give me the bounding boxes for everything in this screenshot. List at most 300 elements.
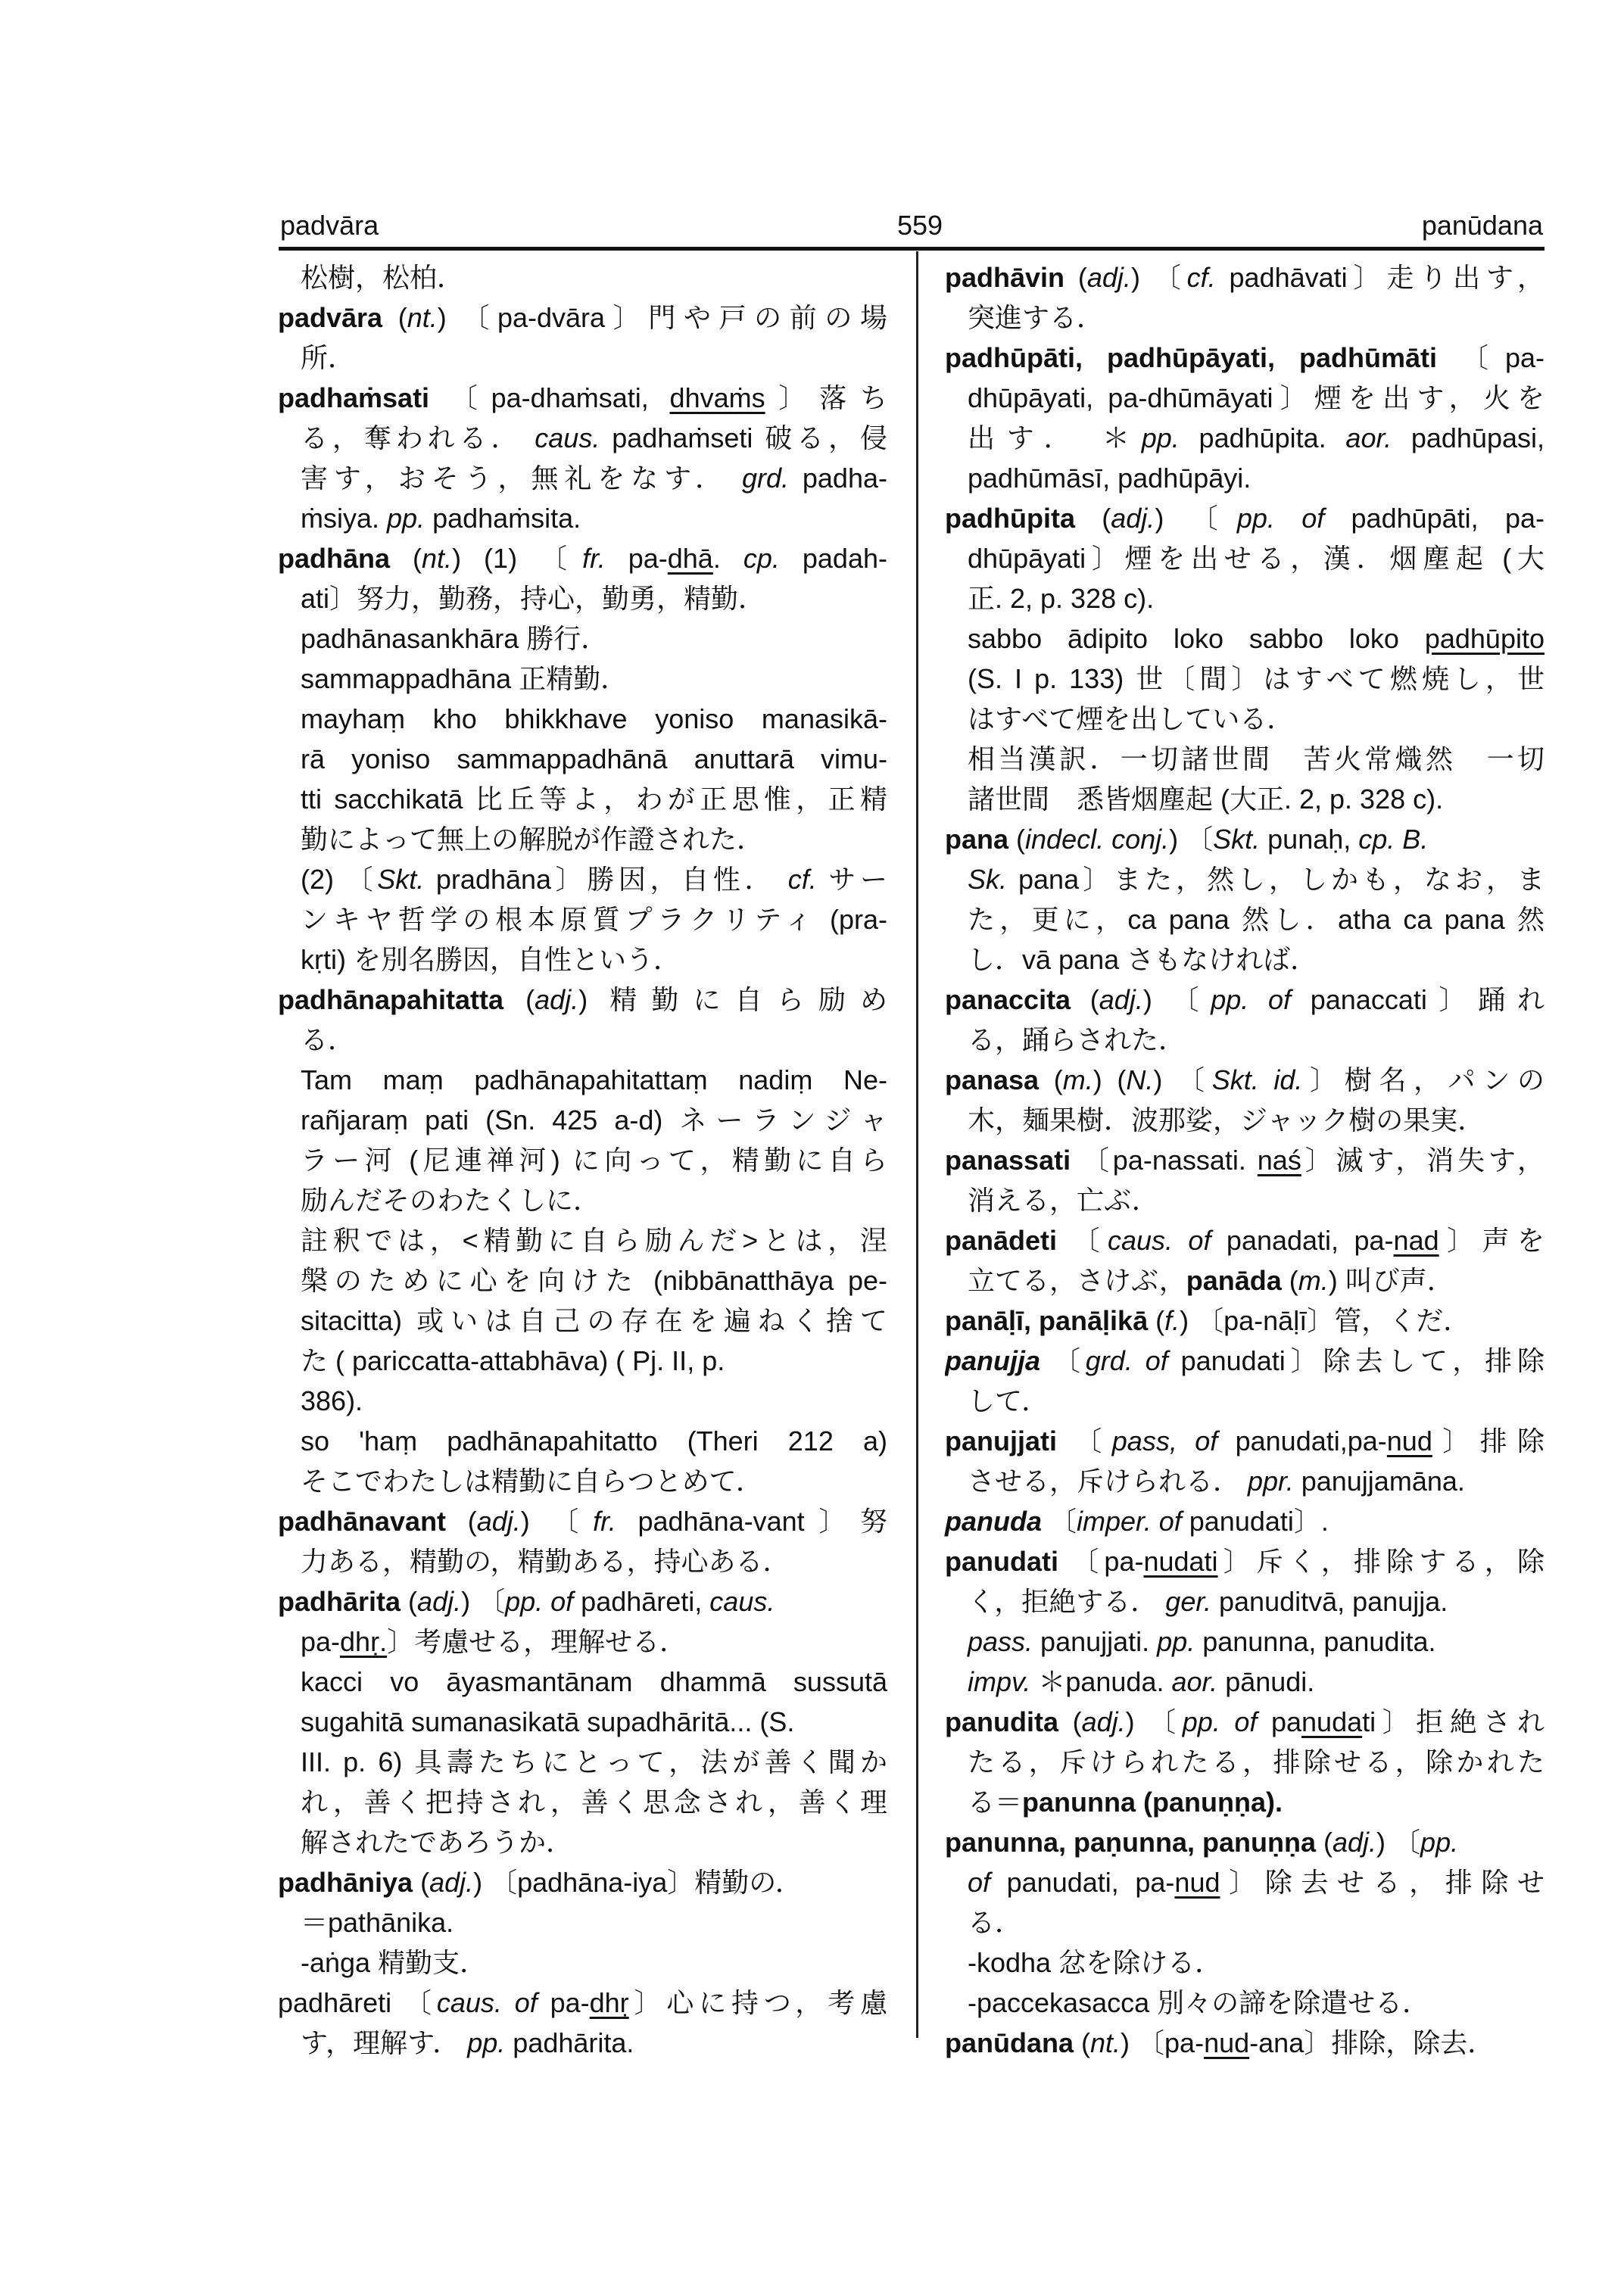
entry-continuation-line — [301, 1220, 887, 1260]
entry-continuation-line — [968, 298, 1545, 338]
entry-text: 〕排除 — [1432, 1425, 1545, 1456]
entry-text: た ( pariccatta-attabhāva) ( Pj. II, p. — [301, 1345, 725, 1376]
grammar-abbrev: Skt. id. — [1211, 1064, 1303, 1095]
entry-continuation-line — [968, 1180, 1545, 1220]
entry-head-line — [945, 1501, 1545, 1541]
entry-text: -kodha 忿を除ける． — [968, 1947, 1223, 1978]
entry-continuation-line — [301, 779, 887, 819]
entry-text: pa- — [605, 543, 668, 574]
entry-text: ) 〔 — [1376, 1827, 1421, 1858]
entry-continuation-line — [301, 2023, 887, 2063]
entry-head-line — [945, 498, 1545, 538]
entry-head-line — [945, 2023, 1545, 2063]
entry-text: ti〕拒絶され — [1362, 1706, 1545, 1737]
grammar-abbrev: adj. — [417, 1586, 462, 1617]
grammar-abbrev: cf. — [1186, 262, 1216, 293]
entry-text: panunna, panudita. — [1195, 1626, 1436, 1657]
entry-text: padhānasankhāra 勝行． — [301, 623, 609, 654]
entry-continuation-line — [968, 1260, 1545, 1301]
entry-text: dhūpāyati〕煙を出せる，漢．烟塵起 (大 — [968, 543, 1545, 574]
entry-continuation-line — [301, 578, 887, 618]
headword: padhāna — [278, 543, 391, 574]
entry-continuation-line — [301, 939, 887, 980]
entry-text: padhāvati〕走り出す， — [1215, 262, 1545, 293]
grammar-abbrev: Skt. — [1213, 824, 1261, 855]
entry-text: ( — [1074, 2027, 1091, 2058]
entry-continuation-line — [301, 1662, 887, 1702]
entry-text: 〔pa-nassati. — [1071, 1145, 1258, 1176]
entry-text: panudati〕. — [1181, 1506, 1329, 1537]
headword: padhūpāti, padhūpāyati, padhūmāti — [945, 342, 1437, 373]
grammar-abbrev: pp. of — [1211, 984, 1292, 1015]
entry-continuation-line — [301, 418, 887, 458]
entry-continuation-line — [968, 538, 1545, 578]
entry-continuation-line — [301, 1742, 887, 1782]
grammar-abbrev: grd. of — [1085, 1345, 1168, 1376]
entry-text: padah- — [779, 543, 887, 574]
entry-text: pana〕また，然し，しかも，なお，ま — [1007, 864, 1545, 895]
entry-text: ) 〔 — [1169, 824, 1214, 855]
entry-head-line — [945, 338, 1545, 378]
entry-text: Tam maṃ padhānapahitattaṃ nadiṃ Ne- — [301, 1064, 887, 1095]
grammar-abbrev: ppr. — [1248, 1466, 1294, 1497]
entry-text: 力ある，精勤の，精勤ある，持心ある． — [301, 1546, 790, 1577]
grammar-abbrev: m. — [1062, 1064, 1093, 1095]
running-head-last-entry: panūdana — [1421, 210, 1543, 241]
entry-text: ) 〔 — [1125, 1706, 1183, 1737]
headword: panunna (panuṇṇa). — [1022, 1787, 1283, 1818]
entry-continuation-line — [968, 1782, 1545, 1822]
entry-text: ( — [390, 543, 422, 574]
grammar-abbrev: caus. — [709, 1586, 775, 1617]
entry-text: 〕考慮せる，理解せる． — [387, 1626, 687, 1657]
entry-text: pa- — [301, 1626, 341, 1657]
entry-continuation-line — [968, 578, 1545, 618]
entry-continuation-line — [968, 1381, 1545, 1421]
grammar-abbrev: adj. — [1333, 1827, 1377, 1858]
entry-continuation-line — [301, 1622, 887, 1662]
entry-continuation-line — [968, 1020, 1545, 1060]
entry-text: padhāreti, — [573, 1586, 710, 1617]
column-divider — [916, 251, 918, 2038]
entry-head-line — [278, 1501, 887, 1541]
underlined-root: nud — [1386, 1425, 1432, 1456]
entry-continuation-line — [301, 819, 887, 859]
entry-text: 出す． ＊ — [968, 422, 1142, 453]
entry-text: 〕声を — [1439, 1225, 1545, 1256]
headword: padhāniya — [278, 1867, 413, 1898]
entry-continuation-line — [301, 1140, 887, 1180]
headword: padhānapahitatta — [278, 984, 504, 1015]
entry-continuation-line — [301, 1702, 887, 1742]
entry-text: る． — [301, 1024, 356, 1055]
grammar-abbrev: impv. — [968, 1666, 1031, 1697]
entry-text: padhūmāsī, padhūpāyi. — [968, 463, 1252, 494]
entry-text: 註釈では，<精勤に自ら励んだ>とは，涅 — [301, 1225, 887, 1256]
entry-continuation-line — [301, 739, 887, 779]
entry-text: 松樹，松柏． — [301, 262, 465, 293]
headword: panasa — [945, 1064, 1040, 1095]
header-rule — [279, 247, 1545, 251]
entry-continuation-line — [968, 1983, 1545, 2023]
headword: panudati — [945, 1546, 1058, 1577]
headword: panāda — [1186, 1265, 1282, 1296]
underlined-root: nud — [1204, 2027, 1250, 2058]
grammar-abbrev: nt. — [1090, 2027, 1121, 2058]
grammar-abbrev: adj. — [429, 1867, 474, 1898]
headword: panujjati — [945, 1425, 1058, 1456]
entry-head-line — [278, 980, 887, 1020]
entry-continuation-line — [301, 498, 887, 538]
entry-continuation-line — [968, 779, 1545, 819]
entry-text: そこでわたしは精勤に自らつとめて． — [301, 1466, 763, 1497]
entry-text: 〕除去せる，排除せ — [1220, 1867, 1545, 1898]
underlined-root: padhūpito — [1424, 623, 1545, 654]
entry-head-line — [945, 1140, 1545, 1180]
headword: panūdana — [945, 2027, 1074, 2058]
entry-text: 相当漢訳．一切諸世間 苦火常熾然 一切 — [968, 743, 1545, 774]
entry-continuation-line — [301, 1180, 887, 1220]
entry-text: ＊panuda. — [1030, 1666, 1172, 1697]
entry-continuation-line — [301, 1541, 887, 1581]
entry-text: ati〕努力，勤務，持心，勤勇，精勤． — [301, 583, 766, 614]
grammar-abbrev: pp. — [387, 503, 425, 534]
underlined-root: nud — [1174, 1867, 1220, 1898]
entry-text: 〕心に持つ，考慮 — [628, 1987, 887, 2018]
entry-text: ( — [503, 984, 535, 1015]
entry-text: ) 〔 — [1155, 503, 1237, 534]
entry-text: る＝ — [968, 1787, 1023, 1818]
grammar-abbrev: fr. — [582, 543, 606, 574]
entry-text: 〕滅す，消失す， — [1301, 1145, 1545, 1176]
headword-italic: panujja — [945, 1345, 1041, 1376]
entry-text: rā yoniso sammappadhānā anuttarā vimu- — [301, 743, 887, 774]
entry-text: 正. 2, p. 328 c). — [968, 583, 1155, 614]
entry-continuation-line — [301, 1461, 887, 1501]
grammar-abbrev: pp. — [467, 2027, 506, 2058]
entry-text: 励んだそのわたくしに． — [301, 1185, 601, 1216]
entry-text: padhūpāti, pa- — [1324, 503, 1545, 534]
entry-text: く，拒絶する． — [968, 1586, 1166, 1617]
entry-text: so 'haṃ padhānapahitatto (Theri 212 a) — [301, 1425, 887, 1456]
headword: panāḷī, panāḷikā — [945, 1305, 1149, 1336]
entry-text: サー — [816, 864, 887, 895]
entry-text: padhaṁseti 破る，侵 — [600, 422, 887, 453]
entry-continuation-line — [301, 1381, 887, 1421]
headword: padhūpita — [945, 503, 1075, 534]
grammar-abbrev: grd. — [741, 463, 789, 494]
entry-text: panudati, pa- — [990, 1867, 1175, 1898]
entry-text: padhūpita. — [1179, 422, 1346, 453]
entry-head-line — [945, 1702, 1545, 1742]
underlined-root: naś — [1257, 1145, 1301, 1176]
grammar-abbrev: Skt. — [377, 864, 425, 895]
entry-text: 勤によって無上の解脱が作證された． — [301, 824, 765, 855]
underlined-root: nuda — [1301, 1706, 1363, 1737]
entry-text: panudati,pa- — [1217, 1425, 1387, 1456]
entry-text: kacci vo āyasmantānam dhammā sussutā — [301, 1666, 887, 1697]
entry-text: す，理解す． — [301, 2027, 468, 2058]
entry-text: ) 〔 — [461, 1586, 506, 1617]
entry-text: mayhaṃ kho bhikkhave yoniso manasikā- — [301, 703, 887, 734]
entry-text: tti sacchikatā 比丘等よ，わが正思惟，正精 — [301, 784, 887, 815]
headword: pana — [945, 824, 1009, 855]
entry-text: ) 〔pa- — [1121, 2027, 1205, 2058]
entry-head-line — [945, 1341, 1545, 1381]
entry-continuation-line — [301, 1782, 887, 1822]
entry-continuation-line — [301, 1100, 887, 1140]
entry-text: る，奪われる． — [301, 422, 535, 453]
entry-text: る，踊らされた． — [968, 1024, 1186, 1055]
entry-text: 〕斥く，排除する，除 — [1217, 1546, 1545, 1577]
grammar-abbrev: pp. — [1157, 1626, 1195, 1657]
entry-text: ) 〔 — [520, 1506, 594, 1537]
entry-head-line — [278, 1862, 887, 1902]
entry-head-line — [945, 819, 1545, 859]
entry-continuation-line — [301, 899, 887, 939]
entry-text: ) 〔padhāna-iya〕精勤の． — [473, 1867, 803, 1898]
entry-text: rañjaraṃ pati (Sn. 425 a-d) ネーランジャ — [301, 1104, 887, 1136]
entry-text: kṛti) を別名勝因，自性という． — [301, 944, 681, 975]
headword: panaccita — [945, 984, 1071, 1015]
entry-text: panadati, pa- — [1211, 1225, 1394, 1256]
grammar-abbrev: cf. — [787, 864, 817, 895]
entry-continuation-line — [301, 618, 887, 659]
entry-text: panudati〕除去して，排除 — [1167, 1345, 1545, 1376]
entry-text: ) 〔pa-dvāra〕門や戸の前の場 — [437, 302, 887, 333]
entry-text: ( — [1148, 1305, 1165, 1336]
entry-text: 木，麺果樹．波那娑，ジャック樹の果実． — [968, 1104, 1485, 1136]
entry-continuation-line — [301, 458, 887, 498]
entry-text: pa — [1257, 1706, 1302, 1737]
entry-continuation-line — [968, 1581, 1545, 1622]
entry-continuation-line — [968, 859, 1545, 899]
entry-text: ( — [1281, 1265, 1298, 1296]
grammar-abbrev: pp. — [1141, 422, 1180, 453]
entry-head-line — [278, 1983, 887, 2023]
entry-text: ( — [1316, 1827, 1333, 1858]
entry-text: し．vā pana さもなければ． — [968, 944, 1318, 975]
entry-continuation-line — [301, 1301, 887, 1341]
entry-text: 386). — [301, 1385, 363, 1416]
entry-text: たる，斥けられたる，排除せる，除かれた — [968, 1746, 1545, 1777]
grammar-abbrev: N. — [1126, 1064, 1154, 1095]
underlined-root: dhā — [667, 543, 713, 574]
entry-head-line — [945, 257, 1545, 298]
entry-text: sammappadhāna 正精勤． — [301, 663, 628, 694]
entry-continuation-line — [968, 458, 1545, 498]
entry-text: (S. I p. 133) 世〔間〕はすべて燃焼し，世 — [968, 663, 1545, 694]
entry-continuation-line — [968, 899, 1545, 939]
grammar-abbrev: adj. — [476, 1506, 521, 1537]
entry-text: 〔 — [1057, 1225, 1108, 1256]
grammar-abbrev: pp. — [1420, 1827, 1459, 1858]
entry-text: ( — [1008, 824, 1026, 855]
entry-text: ) (1) 〔 — [452, 543, 583, 574]
entry-text: ラー河 (尼連禅河) に向って，精勤に自ら — [301, 1145, 887, 1176]
entry-text: して． — [968, 1385, 1049, 1416]
entry-text: panaccati〕踊れ — [1291, 984, 1545, 1015]
underlined-root: nudati — [1143, 1546, 1218, 1577]
grammar-abbrev: f. — [1164, 1305, 1180, 1336]
entry-continuation-line — [968, 1662, 1545, 1702]
entry-head-line — [945, 1541, 1545, 1581]
grammar-abbrev: adj. — [1099, 984, 1143, 1015]
grammar-abbrev: pass. — [968, 1626, 1033, 1657]
entry-continuation-line — [968, 618, 1545, 659]
grammar-abbrev: adj. — [1086, 262, 1131, 293]
entry-text: ( — [1039, 1064, 1063, 1095]
entry-text: sitacitta) 或いは自己の存在を遍ねく捨て — [301, 1305, 887, 1336]
entry-text: . — [712, 543, 743, 574]
entry-text: 〔 — [1057, 1425, 1112, 1456]
grammar-abbrev: cp. — [743, 543, 780, 574]
entry-text: 槃のために心を向けた (nibbānatthāya pe- — [301, 1265, 887, 1296]
entry-continuation-line — [301, 699, 887, 739]
grammar-abbrev: adj. — [1081, 1706, 1126, 1737]
headword: panassati — [945, 1145, 1071, 1176]
entry-continuation-line — [301, 1902, 887, 1943]
headword: panudita — [945, 1706, 1058, 1737]
grammar-abbrev: caus. of — [436, 1987, 538, 2018]
entry-text: 突進する． — [968, 302, 1105, 333]
entry-continuation-line — [301, 1260, 887, 1301]
headword: padhāvin — [945, 262, 1065, 293]
entry-text: -ana〕排除，除去． — [1249, 2027, 1495, 2058]
entry-text: padhārita. — [505, 2027, 634, 2058]
grammar-abbrev: aor. — [1345, 422, 1392, 453]
entry-head-line — [945, 1060, 1545, 1100]
grammar-abbrev: pp. of — [505, 1586, 574, 1617]
entry-text: 〕樹名，パンの — [1302, 1064, 1545, 1095]
grammar-abbrev: imper. of — [1077, 1506, 1182, 1537]
entry-continuation-line — [301, 659, 887, 699]
entry-text: ) ( — [1093, 1064, 1127, 1095]
entry-continuation-line — [301, 1943, 887, 1983]
entry-text: 〔pa- — [1058, 1546, 1144, 1577]
entry-text: 害す，おそう，無礼をなす． — [301, 463, 742, 494]
entry-text: panujjati. — [1033, 1626, 1158, 1657]
grammar-abbrev: Sk. — [968, 864, 1008, 895]
grammar-abbrev: fr. — [593, 1506, 616, 1537]
entry-head-line — [945, 1220, 1545, 1260]
entry-text: ンキヤ哲学の根本原質プラクリティ (pra- — [301, 904, 887, 935]
entry-text: 〔 — [391, 1987, 437, 2018]
entry-head-line — [945, 980, 1545, 1020]
headword: panādeti — [945, 1225, 1058, 1256]
entry-continuation-line — [968, 418, 1545, 458]
entry-continuation-line — [301, 1060, 887, 1100]
entry-text: padhāreti — [278, 1987, 392, 2018]
headword: padhaṁsati — [278, 382, 430, 413]
entry-text: -aṅga 精勤支． — [301, 1947, 488, 1978]
entry-continuation-line — [301, 1822, 887, 1862]
entry-continuation-line — [301, 1341, 887, 1381]
entry-text: ＝pathānika. — [301, 1907, 454, 1938]
entry-continuation-line — [968, 1862, 1545, 1902]
underlined-root: nad — [1393, 1225, 1439, 1256]
entry-continuation-line — [301, 338, 887, 378]
grammar-abbrev: nt. — [422, 543, 453, 574]
headword: padhārita — [278, 1586, 401, 1617]
entry-text: 〔pa- — [1436, 342, 1545, 373]
entry-text: る． — [968, 1907, 1023, 1938]
entry-text: padha- — [788, 463, 887, 494]
grammar-abbrev: nt. — [407, 302, 438, 333]
headword: panunna, paṇunna, panuṇṇa — [945, 1827, 1316, 1858]
entry-text: panuditvā, panujja. — [1211, 1586, 1448, 1617]
entry-continuation-line — [968, 1943, 1545, 1983]
entry-continuation-line — [301, 859, 887, 899]
entry-text: 諸世間 悉皆烟塵起 (大正. 2, p. 328 c). — [968, 784, 1444, 815]
grammar-abbrev: aor. — [1171, 1666, 1218, 1697]
grammar-abbrev: pp. of — [1182, 1706, 1258, 1737]
entry-head-line — [278, 538, 887, 578]
entry-continuation-line — [968, 1902, 1545, 1943]
underlined-root: dhvaṁs — [669, 382, 765, 413]
entry-text: 〔pa-dhaṁsati, — [429, 382, 670, 413]
entry-continuation-line — [968, 1100, 1545, 1140]
entry-text: ( — [1064, 262, 1087, 293]
grammar-abbrev: caus. of — [1107, 1225, 1211, 1256]
entry-text: ) 〔 — [1153, 1064, 1212, 1095]
underlined-root: dhṛ. — [340, 1626, 388, 1657]
entry-continuation-line — [301, 257, 887, 298]
entry-head-line — [278, 378, 887, 418]
entry-text: ( — [1074, 503, 1111, 534]
headword: padhānavant — [278, 1506, 447, 1537]
running-head-first-entry: padvāra — [280, 210, 379, 241]
entry-text: はすべて煙を出している． — [968, 703, 1295, 734]
headword: padvāra — [278, 302, 383, 333]
grammar-abbrev: cp. B. — [1358, 824, 1429, 855]
entry-text: 解されたであろうか． — [301, 1827, 574, 1858]
entry-text: ( — [1071, 984, 1099, 1015]
entry-continuation-line — [968, 939, 1545, 980]
entry-text: 立てる，さけぶ， — [968, 1265, 1186, 1296]
entry-text: punaḥ, — [1260, 824, 1359, 855]
entry-text: sugahitā sumanasikatā supadhāritā... (S. — [301, 1706, 795, 1737]
entry-head-line — [945, 1301, 1545, 1341]
entry-text: ( — [382, 302, 407, 333]
grammar-abbrev: m. — [1298, 1265, 1329, 1296]
entry-continuation-line — [968, 1461, 1545, 1501]
underlined-root: dhṛ — [589, 1987, 629, 2018]
entry-head-line — [278, 298, 887, 338]
entry-text: ) 〔pa-nāḷī〕管，くだ． — [1180, 1305, 1471, 1336]
entry-text: pradhāna〕勝因，自性． — [424, 864, 788, 895]
entry-text: させる，斥けられる． — [968, 1466, 1248, 1497]
entry-text: れ，善く把持され，善く思念され，善く理 — [301, 1787, 887, 1818]
entry-text: -paccekasacca 別々の諦を除遣せる． — [968, 1987, 1430, 2018]
grammar-abbrev: caus. — [535, 422, 600, 453]
entry-continuation-line — [968, 699, 1545, 739]
entry-text: pa- — [537, 1987, 590, 2018]
entry-text: ) 叫び声． — [1328, 1265, 1454, 1296]
entry-text: ( — [413, 1867, 430, 1898]
entry-text: た，更に，ca pana 然し．atha ca pana 然 — [968, 904, 1545, 935]
grammar-abbrev: pp. of — [1236, 503, 1325, 534]
entry-text: (2) 〔 — [301, 864, 378, 895]
entry-text: dhūpāyati, pa-dhūmāyati〕煙を出す，火を — [968, 382, 1545, 413]
entry-text: ( — [1058, 1706, 1082, 1737]
entry-text: III. p. 6) 具壽たちにとって，法が善く聞か — [301, 1746, 887, 1777]
entry-continuation-line — [968, 739, 1545, 779]
entry-head-line — [945, 1822, 1545, 1862]
entry-text: ( — [401, 1586, 418, 1617]
entry-text: padhūpasi, — [1392, 422, 1545, 453]
grammar-abbrev: indecl. conj. — [1025, 824, 1170, 855]
